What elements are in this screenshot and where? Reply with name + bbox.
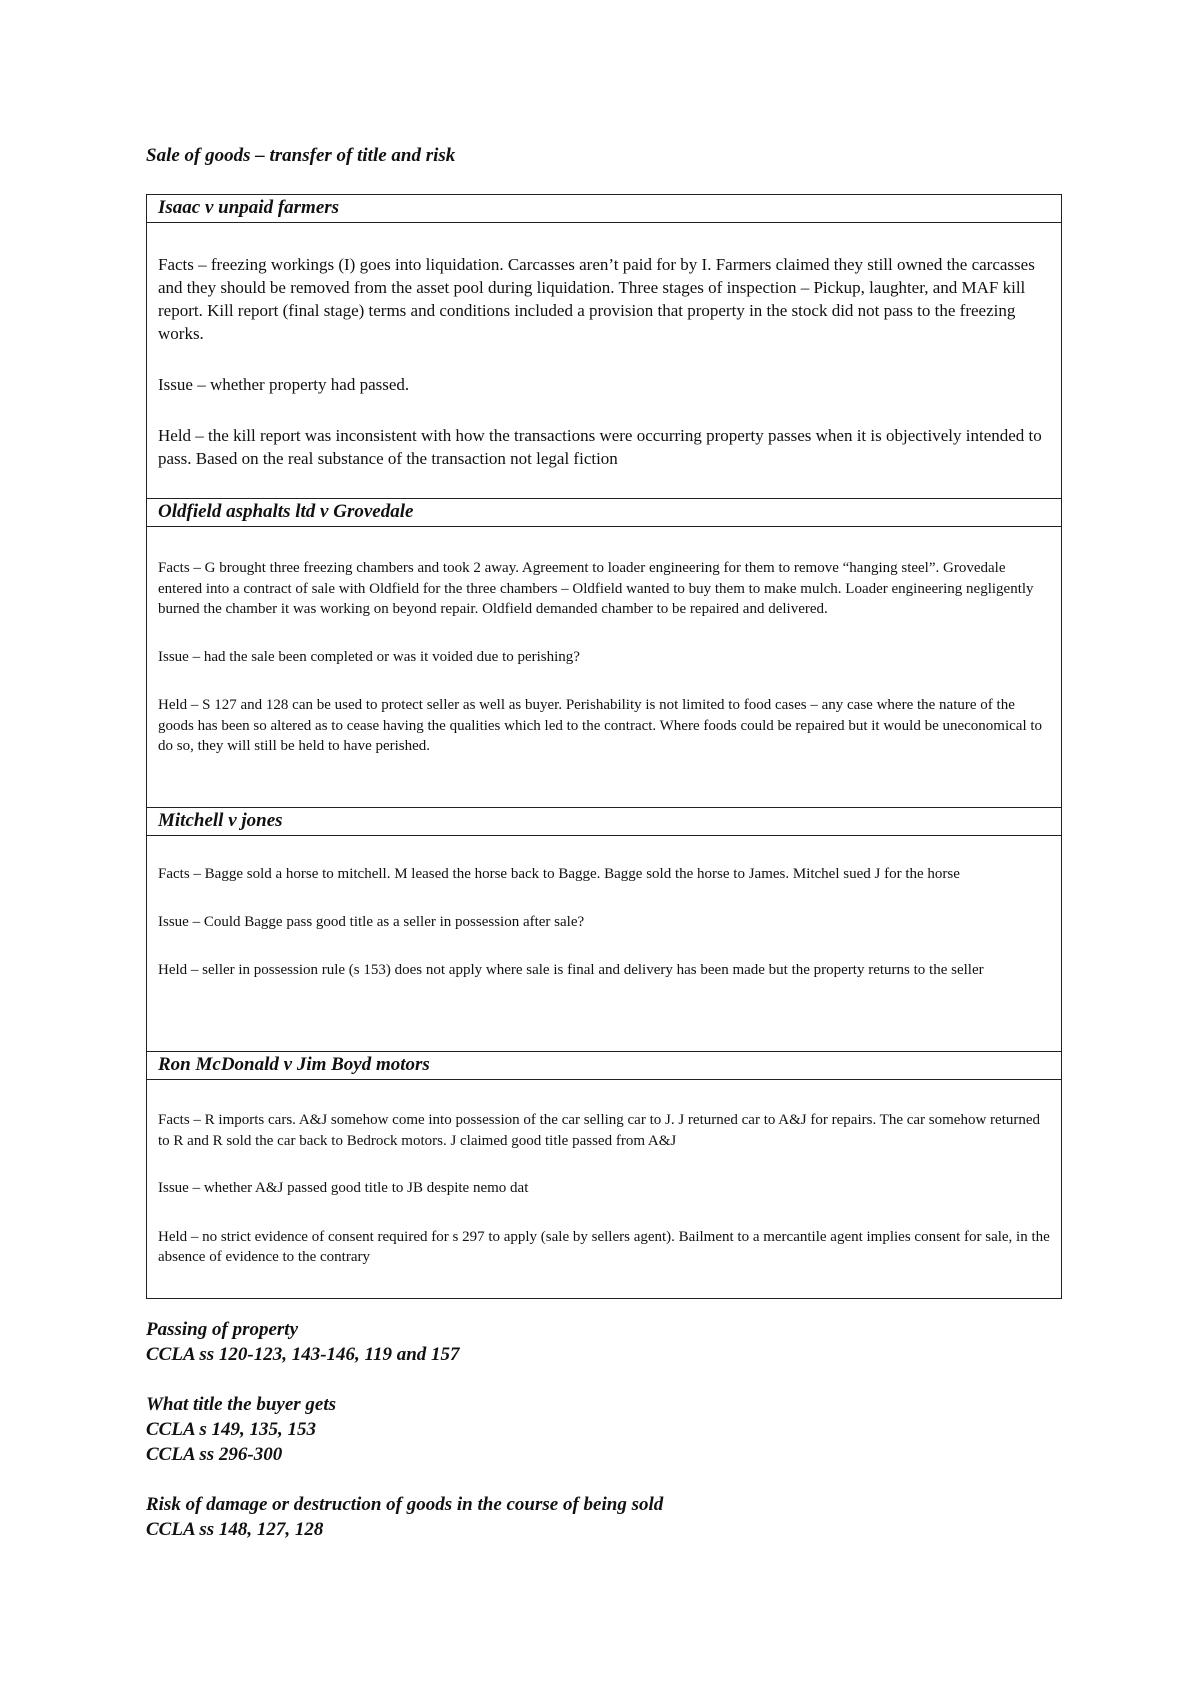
page-title: Sale of goods – transfer of title and risk xyxy=(146,145,456,166)
case-heading: Oldfield asphalts ltd v Grovedale xyxy=(147,499,1061,527)
reference-heading: Risk of damage or destruction of goods in the course of being sold xyxy=(146,1494,664,1515)
case-issue: Issue – had the sale been completed or was it voided due to perishing? xyxy=(158,648,580,665)
case-heading: Isaac v unpaid farmers xyxy=(147,195,1061,223)
case-content xyxy=(147,836,1061,1052)
reference-heading: Passing of property xyxy=(146,1319,298,1340)
case-facts: Facts – G brought three freezing chambers and took 2 away. Agreement to loader engineering for them to remove “hanging steel”. Grovedale entered into a contract of sale with Oldfield for the three chambers – Oldfield wanted to buy them to make mulch. Loader engineering negligently burned the chamber it was working on beyond repair. Oldfield demanded chamber to be repaired and delivered. xyxy=(158,560,1034,617)
statute-references xyxy=(146,1317,663,1567)
reference-block xyxy=(146,1317,663,1367)
reference-line: CCLA s 149, 135, 153 xyxy=(146,1419,316,1440)
case-issue: Issue – Could Bagge pass good title as a seller in possession after sale? xyxy=(158,913,585,930)
case-issue: Issue – whether property had passed. xyxy=(158,375,410,394)
reference-line: CCLA ss 148, 127, 128 xyxy=(146,1519,324,1540)
case-held: Held – seller in possession rule (s 153) does not apply where sale is final and delivery has been made but the property returns to the seller xyxy=(158,962,984,978)
case-held: Held – the kill report was inconsistent with how the transactions were occurring property passes when it is objectively intended to pass. Based on the real substance of the transaction not legal fiction xyxy=(158,426,1042,468)
case-heading: Mitchell v jones xyxy=(147,808,1061,836)
reference-heading: What title the buyer gets xyxy=(146,1394,336,1415)
reference-line: CCLA ss 120-123, 143-146, 119 and 157 xyxy=(146,1344,460,1365)
case-content xyxy=(147,527,1061,808)
case-facts: Facts – R imports cars. A&J somehow come into possession of the car selling car to J. J returned car to A&J for repairs. The car somehow returned to R and R sold the car back to Bedrock motors. J claimed good title passed from A&J xyxy=(158,1112,1041,1149)
case-held: Held – S 127 and 128 can be used to protect seller as well as buyer. Perishability is not limited to food cases – any case where the nature of the goods has been so altered as to cease having the qualities which led to the contract. Where foods could be repaired but it would be uneconomical to do so, they will still be held to have perished. xyxy=(158,697,1043,754)
reference-block xyxy=(146,1392,663,1467)
case-content xyxy=(147,1080,1061,1298)
case-facts: Facts – freezing workings (I) goes into liquidation. Carcasses aren’t paid for by I. Farmers claimed they still owned the carcasses and they should be removed from the asset pool during liquidation. Three stages of inspection – Pickup, laughter, and MAF kill report. Kill report (final stage) terms and conditions included a provision that property in the stock did not pass to the freezing works. xyxy=(158,255,1035,343)
case-heading: Ron McDonald v Jim Boyd motors xyxy=(147,1052,1061,1080)
case-content xyxy=(147,223,1061,499)
reference-block xyxy=(146,1492,663,1542)
case-issue: Issue – whether A&J passed good title to JB despite nemo dat xyxy=(158,1180,529,1196)
case-facts: Facts – Bagge sold a horse to mitchell. M leased the horse back to Bagge. Bagge sold the horse to James. Mitchel sued J for the horse xyxy=(158,866,960,882)
case-held: Held – no strict evidence of consent required for s 297 to apply (sale by sellers agent). Bailment to a mercantile agent implies consent for sale, in the absence of evidence to the contrary xyxy=(158,1228,1050,1265)
reference-line: CCLA ss 296-300 xyxy=(146,1444,283,1465)
cases-table xyxy=(146,194,1062,1299)
